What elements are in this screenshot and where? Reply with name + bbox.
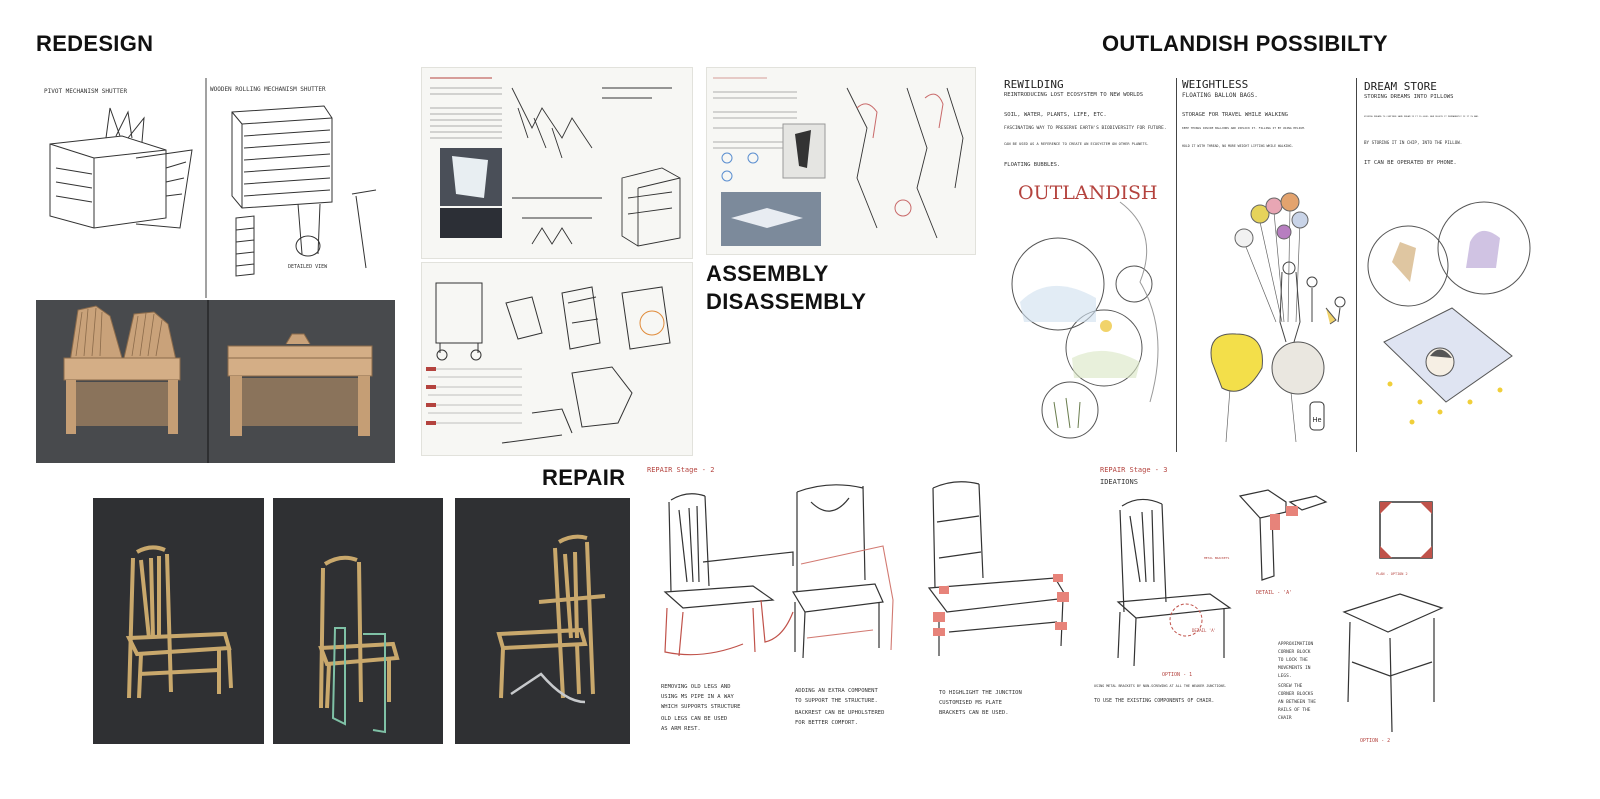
outlandish-script-word: OUTLANDISH (1018, 182, 1158, 204)
side-note-line-6: SCREW THE (1278, 684, 1303, 689)
assembly-sheet-3-drawing (422, 263, 692, 455)
repair-stage-3-drawings (1090, 462, 1474, 754)
rewilding-bullet-4: FLOATING BUBBLES. (1004, 162, 1061, 168)
stage-3-note-2: TO USE THE EXISTING COMPONENTS OF CHAIR. (1094, 698, 1215, 704)
repair-stage-2-title: REPAIR Stage - 2 (647, 466, 715, 474)
side-note-line-8: AN BETWEEN THE (1278, 700, 1316, 705)
repair-stage-3-title: REPAIR Stage - 3 (1100, 466, 1168, 474)
repair-chair-photo-3 (455, 498, 630, 744)
repair-note-1-line-4: OLD LEGS CAN BE USED (661, 716, 728, 722)
outlandish-illustrations (1000, 72, 1534, 454)
rewilding-title: REWILDING (1004, 78, 1064, 91)
option-2-label: OPTION - 2 (1360, 738, 1391, 744)
outlandish-sketch-sheet (1000, 72, 1534, 454)
repair-note-3-line-2: CUSTOMISED MS PLATE (939, 700, 1002, 706)
redesign-model-drawing (36, 300, 395, 463)
detail-a-marker: DETAIL 'A' (1192, 628, 1217, 633)
detailed-view-label: DETAILED VIEW (288, 264, 328, 270)
dream-store-bullet-2: BY STORING IT IN CHIP, INTO THE PILLOW. (1364, 140, 1463, 145)
repair-note-2-line-2: TO SUPPORT THE STRUCTURE. (795, 698, 878, 704)
side-note-line-5: LEGS. (1278, 674, 1292, 679)
helium-tank-label: He (1312, 417, 1322, 424)
dream-store-title: DREAM STORE (1364, 80, 1437, 93)
weightless-bullet-2: KEEP THINGS INSIDE BALLOONS AND ZIPLOCK IT. FILLING IT BY USING HELIUM. (1182, 126, 1306, 130)
side-note-line-1: APPROXIMATION (1278, 642, 1314, 647)
plan-option-2-label: PLAN - OPTION 2 (1376, 572, 1408, 576)
repair-stage-2-chairs (643, 462, 1078, 754)
repair-chair-photo-2 (273, 498, 443, 744)
assembly-heading: ASSEMBLY (706, 261, 829, 286)
repair-stage-2-sheet (643, 462, 1078, 754)
stage-3-note-1: USING METAL BRACKETS BY NON-SCREWING AT ALL THE WEAKER JUNCTIONS. (1094, 684, 1227, 688)
assembly-sheet-top-right (706, 67, 976, 255)
redesign-sketch-drawing (36, 78, 398, 298)
side-note-line-3: TO LOCK THE (1278, 658, 1308, 663)
redesign-sketch-sheet (36, 78, 398, 298)
repair-chair-photo-1 (93, 498, 264, 744)
rewilding-bullet-3: CAN BE USED AS A REFERENCE TO CREATE AN ECOSYSTEM ON OTHER PLANETS. (1004, 142, 1149, 146)
repair-note-2-line-1: ADDING AN EXTRA COMPONENT (795, 688, 878, 694)
dream-store-subtitle: STORING DREAMS INTO PILLOWS (1364, 94, 1454, 100)
rewilding-subtitle: REINTRODUCING LOST ECOSYSTEM TO NEW WORLDS (1004, 92, 1144, 98)
dream-store-bullet-3: IT CAN BE OPERATED BY PHONE. (1364, 160, 1457, 166)
metal-brackets-label: METAL BRACKETS (1204, 556, 1230, 560)
repair-note-2-line-4: FOR BETTER COMFORT. (795, 720, 858, 726)
repair-stage-3-subtitle: IDEATIONS (1100, 478, 1138, 486)
assembly-sheet-2-drawing (707, 68, 975, 254)
detail-a-label: DETAIL - 'A' (1256, 590, 1293, 596)
outlandish-heading: OUTLANDISH POSSIBILTY (1102, 31, 1388, 56)
rewilding-bullet-1: SOIL, WATER, PLANTS, LIFE, ETC. (1004, 112, 1107, 118)
assembly-sheet-bottom (421, 262, 693, 456)
redesign-heading: REDESIGN (36, 31, 154, 56)
dream-store-bullet-1: STORING DREAMS TO CONTINUE SAME DREAM IF IT IS GOOD, AND DELETE IT PERMANENTLY IF IT IS BAD. (1364, 116, 1480, 118)
repair-note-3-line-3: BRACKETS CAN BE USED. (939, 710, 1009, 716)
repair-stage-3-sheet (1090, 462, 1474, 754)
side-note-line-4: MOVEMENTS IN (1278, 666, 1311, 671)
assembly-sheet-1-drawing (422, 68, 692, 258)
side-note-line-7: CORNER BLOCKS (1278, 692, 1314, 697)
side-note-line-10: CHAIR (1278, 716, 1292, 721)
repair-note-1-line-2: USING MS PIPE IN A WAY (661, 694, 734, 700)
side-note-line-2: CORNER BLOCK (1278, 650, 1311, 655)
repair-note-1-line-3: WHICH SUPPORTS STRUCTURE (661, 704, 741, 710)
weightless-title: WEIGHTLESS (1182, 78, 1249, 91)
side-note-line-9: RAILS OF THE (1278, 708, 1311, 713)
repair-note-1-line-5: AS ARM REST. (661, 726, 701, 732)
repair-note-1-line-1: REMOVING OLD LEGS AND (661, 684, 731, 690)
weightless-subtitle: FLOATING BALLON BAGS. (1182, 92, 1258, 99)
pivot-shutter-title: PIVOT MECHANISM SHUTTER (44, 88, 128, 95)
redesign-model-photo (36, 300, 395, 463)
weightless-bullet-3: HOLD IT WITH THREAD, NO MORE WEIGHT LIFTING WHILE WALKING. (1182, 144, 1294, 148)
rolling-shutter-title: WOODEN ROLLING MECHANISM SHUTTER (210, 86, 326, 93)
repair-note-2-line-3: BACKREST CAN BE UPHOLSTERED (795, 710, 885, 716)
rewilding-bullet-2: FASCINATING WAY TO PRESERVE EARTH'S BIODIVERSITY FOR FUTURE. (1004, 126, 1167, 131)
option-1-label: OPTION - 1 (1162, 672, 1193, 678)
weightless-bullet-1: STORAGE FOR TRAVEL WHILE WALKING (1182, 112, 1288, 118)
assembly-sheet-top-left (421, 67, 693, 259)
repair-note-3-line-1: TO HIGHLIGHT THE JUNCTION (939, 690, 1022, 696)
repair-photo-1 (93, 498, 264, 744)
repair-photo-2 (273, 498, 443, 744)
disassembly-heading: DISASSEMBLY (706, 289, 867, 314)
repair-photo-3 (455, 498, 630, 744)
repair-heading: REPAIR (542, 465, 626, 490)
